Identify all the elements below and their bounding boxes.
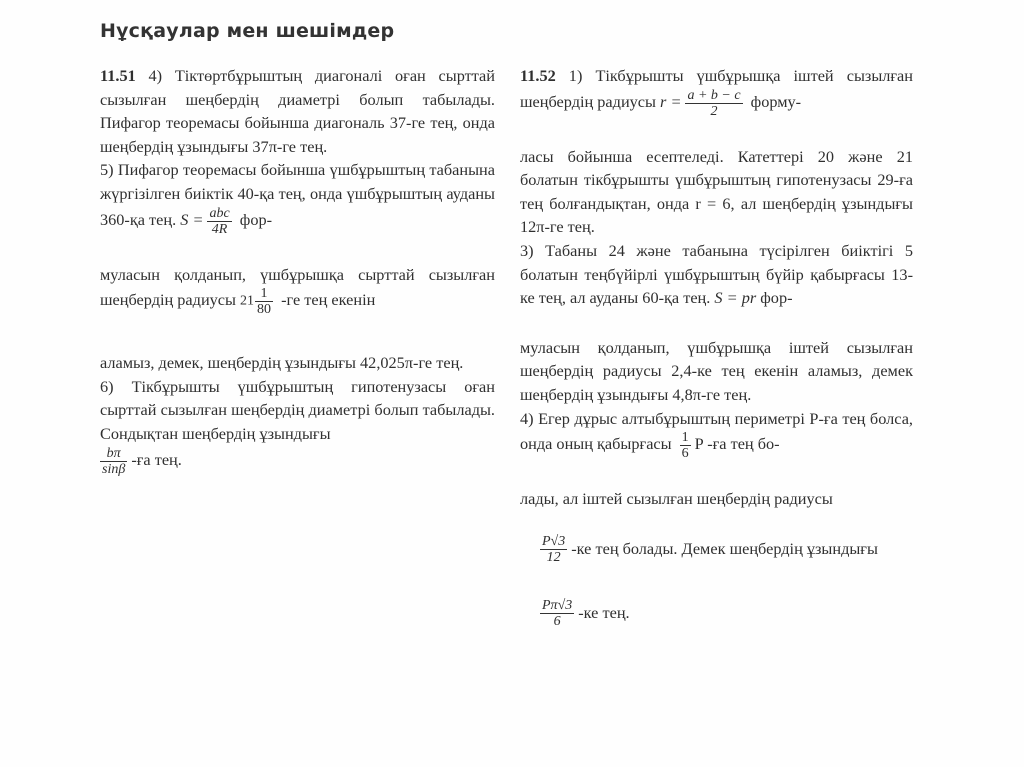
paragraph-text: фор- bbox=[239, 209, 273, 229]
paragraph-text: 4) Тіктөртбұрыштың диагоналі оған сырттай сызылған шеңбердің диаметрі болып табылады. Пифагор теоремасы бойынша диагональ 37-ге тең, онда шеңбердің ұзындығы 37π-ге тең. bbox=[100, 66, 495, 156]
paragraph-text: 3) Табаны 24 және табанына түсірілген биіктігі 5 болатын теңбүйірлі үшбұрыштың бүйір қабырғасы 13-ке тең, ал ауданы 60-қа тең. bbox=[520, 240, 913, 308]
paragraph-text: лады, ал іштей сызылған шеңбердің радиусы bbox=[520, 489, 833, 509]
paragraph-text: -ға тең. bbox=[131, 449, 182, 469]
formula-fraction bbox=[100, 446, 127, 477]
fraction-numerator: P√3 bbox=[542, 534, 566, 550]
page-title: Нұсқаулар мен шешімдер bbox=[100, 20, 395, 42]
paragraph-text: муласын қолданып, үшбұрышқа сырттай сызылған шеңбердің радиусы bbox=[100, 264, 495, 310]
solution-11-51-part4 bbox=[100, 64, 495, 158]
fraction-denominator: 4R bbox=[211, 221, 228, 237]
formula-fraction bbox=[207, 206, 231, 237]
formula-fraction bbox=[540, 534, 567, 565]
fraction-denominator: 6 bbox=[553, 614, 561, 630]
fraction-numerator: abc bbox=[209, 205, 230, 221]
formula-line-radius bbox=[520, 519, 913, 579]
right-column bbox=[520, 64, 913, 643]
fraction-denominator: 80 bbox=[257, 302, 272, 318]
solution-11-52-part4 bbox=[520, 407, 913, 462]
fraction-numerator: Pπ√3 bbox=[542, 598, 573, 614]
solution-11-51-part5-end bbox=[100, 351, 495, 375]
fraction-numerator: bπ bbox=[100, 446, 127, 462]
solution-11-51-part6 bbox=[100, 375, 495, 477]
paragraph-text: муласын қолданып, үшбұрышқа іштей сызылған шеңбердің радиусы 2,4-ке тең екенін аламыз, демек шеңбердің ұзындығы 4,8π-ге тең. bbox=[520, 337, 913, 404]
problem-number: 11.51 bbox=[100, 66, 136, 85]
paragraph-text: 6) Тікбұрышты үшбұрыштың гипотенузасы оған сырттай сызылған шеңбердің диаметрі болып табылады. Сондықтан шеңбердің ұзындығы bbox=[100, 376, 495, 443]
solution-11-52-part1 bbox=[520, 64, 913, 119]
solution-11-51-part5 bbox=[100, 158, 495, 236]
paragraph-text: форму- bbox=[750, 91, 802, 111]
fraction-denominator: sinβ bbox=[102, 461, 126, 477]
formula-inline: S = pr bbox=[714, 288, 757, 308]
fraction-denominator: 12 bbox=[546, 550, 561, 566]
formula-lhs: r = bbox=[660, 91, 682, 111]
formula-lhs: S = bbox=[180, 209, 204, 229]
mixed-fraction bbox=[255, 286, 273, 317]
mixed-whole: 21 bbox=[240, 293, 255, 309]
formula-fraction bbox=[680, 430, 691, 461]
formula-fraction bbox=[685, 88, 742, 119]
formula-fraction bbox=[540, 598, 574, 629]
paragraph-text: -ге тең екенін bbox=[281, 290, 376, 310]
fraction-denominator: 6 bbox=[681, 446, 689, 462]
formula-line-length bbox=[520, 583, 913, 643]
paragraph-text: 1) Тікбұрышты үшбұрышқа іштей сызылған шеңбердің радиусы bbox=[520, 66, 913, 111]
solution-11-52-part1-cont bbox=[520, 145, 913, 239]
solution-11-51-part5-cont bbox=[100, 263, 495, 318]
paragraph-text: 5) Пифагор теоремасы бойынша үшбұрыштың табанына жүргізілген биіктік 40-қа тең, онда үшбұрыштың ауданы 360-қа тең. bbox=[100, 160, 495, 229]
problem-number: 11.52 bbox=[520, 66, 556, 85]
paragraph-text: ласы бойынша есептеледі. Катеттері 20 және 21 болатын тікбұрышты үшбұрыштың гипотенузасы 29-ға тең болғандықтан, онда r = 6, ал шеңбердің ұзындығы 12π-ге тең. bbox=[520, 146, 913, 237]
fraction-denominator: 2 bbox=[710, 103, 718, 119]
solution-11-52-part4-cont bbox=[520, 487, 913, 511]
paragraph-text: аламыз, демек, шеңбердің ұзындығы 42,025π-ге тең. bbox=[100, 353, 464, 373]
paragraph-text: фор- bbox=[760, 288, 793, 308]
fraction-numerator: 1 bbox=[255, 286, 273, 302]
paragraph-text: P -ға тең бо- bbox=[694, 434, 780, 454]
left-column bbox=[100, 64, 495, 477]
paragraph-text: -ке тең болады. Демек шеңбердің ұзындығы bbox=[571, 538, 878, 558]
paragraph-text: -ке тең. bbox=[578, 602, 630, 622]
mixed-number bbox=[240, 286, 277, 317]
solution-11-52-part3-cont bbox=[520, 336, 913, 407]
fraction-numerator: a + b − c bbox=[687, 87, 741, 103]
solution-11-52-part3 bbox=[520, 239, 913, 310]
fraction-numerator: 1 bbox=[681, 430, 689, 446]
paragraph-text: 4) Егер дұрыс алтыбұрыштың периметрі P-ға тең болса, онда оның қабырғасы bbox=[520, 408, 913, 454]
